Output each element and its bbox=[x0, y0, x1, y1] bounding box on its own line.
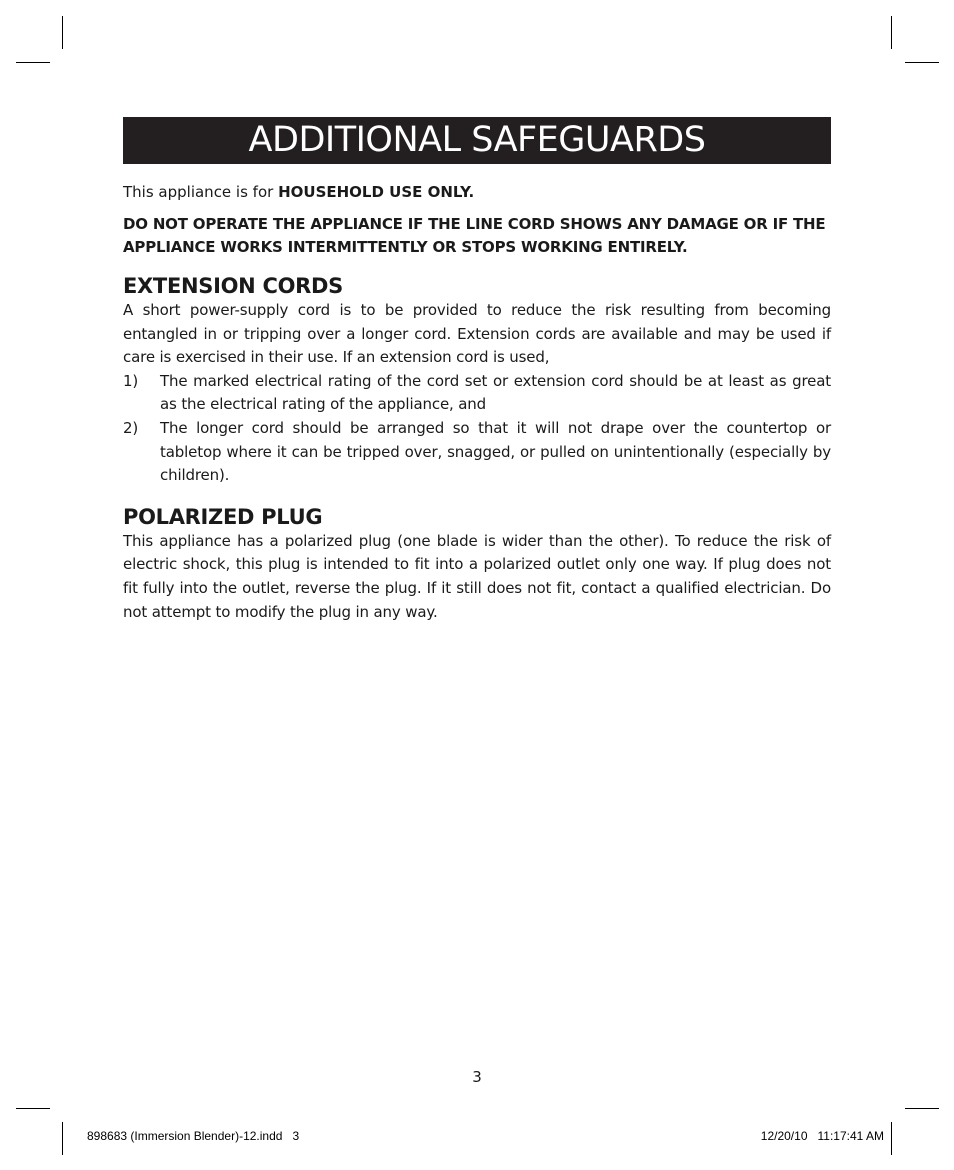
extension-cords-body: A short power-supply cord is to be provided to reduce the risk resulting from becoming entangled in or tripping over a longer cord. Extension cords are available and may be used if care is exercised in their use. If an extension cord is used, bbox=[123, 301, 831, 367]
crop-mark bbox=[16, 62, 50, 63]
crop-mark bbox=[891, 16, 892, 49]
crop-mark bbox=[16, 1108, 50, 1109]
intro-prefix: This appliance is for bbox=[123, 183, 279, 201]
crop-mark bbox=[891, 1122, 892, 1155]
page-content bbox=[123, 117, 831, 624]
intro-line bbox=[123, 181, 831, 203]
crop-mark bbox=[62, 1122, 63, 1155]
page-number: 3 bbox=[472, 1068, 482, 1086]
extension-cords-heading: EXTENSION CORDS bbox=[123, 274, 343, 298]
crop-mark bbox=[62, 16, 63, 49]
print-slug-filename: 898683 (Immersion Blender)-12.indd 3 bbox=[87, 1129, 300, 1143]
extension-cords-list bbox=[123, 370, 831, 488]
list-item-number: 1) bbox=[123, 371, 139, 390]
list-item-text: The marked electrical rating of the cord set or extension cord should be at least as great as the electrical rating of the appliance, and bbox=[160, 371, 831, 414]
intro-emphasis: HOUSEHOLD USE ONLY. bbox=[278, 183, 475, 201]
list-item-number: 2) bbox=[123, 418, 139, 437]
print-slug-timestamp: 12/20/10 11:17:41 AM bbox=[760, 1129, 884, 1143]
polarized-plug-section bbox=[123, 504, 831, 624]
polarized-plug-heading: POLARIZED PLUG bbox=[123, 504, 323, 529]
polarized-plug-body: This appliance has a polarized plug (one blade is wider than the other). To reduce the risk of electric shock, this plug is intended to fit into a polarized outlet only one way. If plug does not fit fully into the outlet, reverse the plug. If it still does not fit, contact a qualified electrician. Do not attempt to modify the plug in any way. bbox=[123, 531, 831, 621]
page-title: ADDITIONAL SAFEGUARDS bbox=[248, 120, 706, 160]
crop-mark bbox=[905, 62, 939, 63]
list-item bbox=[123, 370, 831, 417]
list-item-text: The longer cord should be arranged so that it will not drape over the countertop or tabletop where it can be tripped over, snagged, or pulled on unintentionally (especially by children). bbox=[160, 418, 831, 485]
title-banner bbox=[123, 117, 831, 164]
list-item bbox=[123, 417, 831, 488]
crop-mark bbox=[905, 1108, 939, 1109]
extension-cords-section bbox=[123, 273, 831, 488]
warning-text: DO NOT OPERATE THE APPLIANCE IF THE LINE CORD SHOWS ANY DAMAGE OR IF THE APPLIANCE WORKS INTERMITTENTLY OR STOPS WORKING ENTIRELY. bbox=[123, 215, 826, 256]
